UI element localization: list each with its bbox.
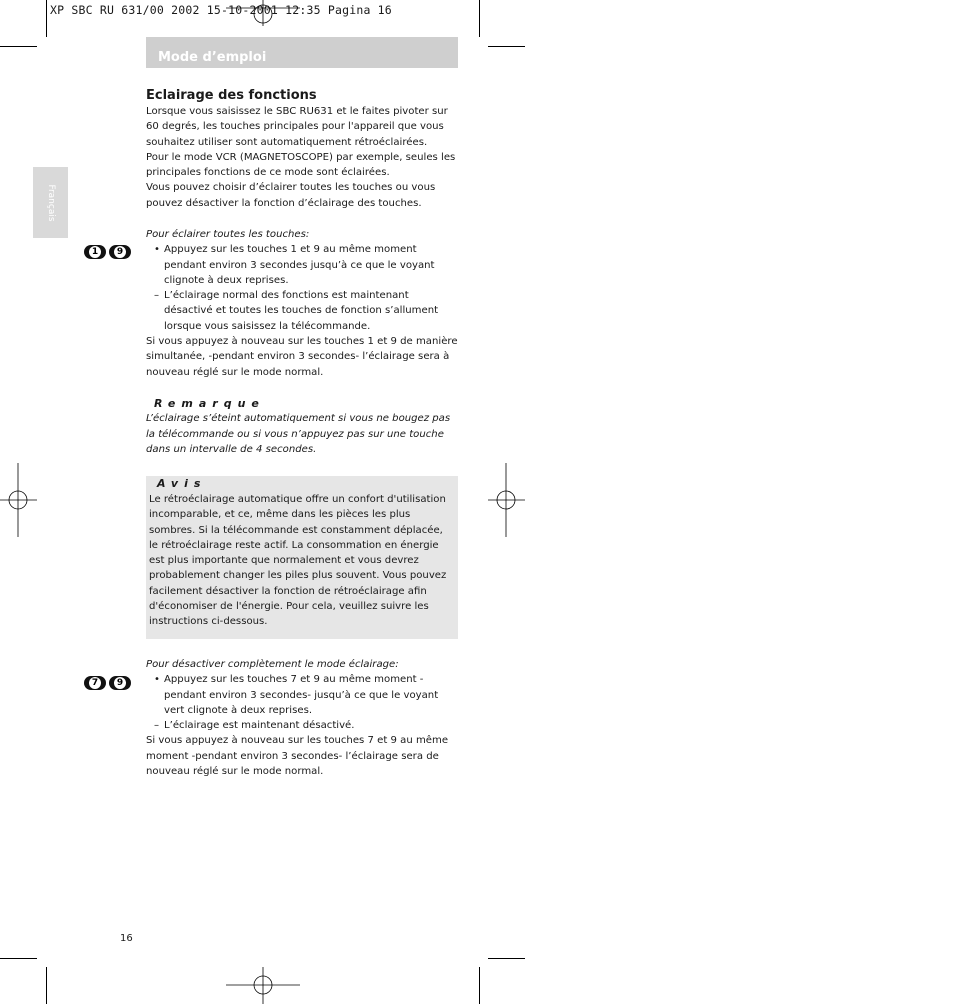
light-all-section <box>146 227 458 380</box>
result-item: – L’éclairage est maintenant désactivé. <box>146 718 458 733</box>
notice-text: Le rétroéclairage automatique offre un confort d'utilisation incomparable, et ce, même dans les pièces les plus sombres. Si la télécommande est constamment déplacée, le rétroéclairage reste actif. La consommation en énergie est plus importante que normalement et vous devrez probablement changer les piles plus souvent. Vous pouvez facilement désactiver la fonction de rétroéclairage afin d'économiser de l'énergie. Pour cela, veuillez suivre les instructions ci-dessous. <box>149 494 447 628</box>
dash-icon: – <box>154 290 160 302</box>
key-1-icon: 1 <box>84 245 106 259</box>
key-7-icon: 7 <box>84 676 106 690</box>
registration-mark-left <box>0 463 37 537</box>
page-number: 16 <box>120 933 133 944</box>
crop-mark <box>46 967 47 1004</box>
remark-label: Remarque <box>154 397 265 410</box>
section-title: Mode d’emploi <box>158 50 267 65</box>
bullet-icon: • <box>154 244 160 256</box>
section-header-bar <box>146 37 458 68</box>
print-header: XP SBC RU 631/00 2002 15-10-2001 12:35 Pagina 16 <box>50 3 392 17</box>
after-paragraph: Si vous appuyez à nouveau sur les touches 1 et 9 de manière simultanée, -pendant environ 3 secondes- l’éclairage sera à nouveau réglé sur le mode normal. <box>146 336 458 378</box>
notice-box <box>146 476 458 639</box>
crop-mark <box>479 0 480 37</box>
notice-label: Avis <box>157 477 207 490</box>
remark-text: L’éclairage s’éteint automatiquement si vous ne bougez pas la télécommande ou si vous n’appuyez pas sur une touche dans un intervalle de 4 secondes. <box>146 413 451 455</box>
crop-mark <box>479 967 480 1004</box>
crop-mark <box>488 46 525 47</box>
key-combo-7-9 <box>84 676 131 690</box>
bullet-icon: • <box>154 674 160 686</box>
intro-paragraph: Lorsque vous saisissez le SBC RU631 et le faites pivoter sur 60 degrés, les touches principales pour l'appareil que vous souhaitez utiliser sont automatiquement rétroéclairées. <box>146 106 448 148</box>
key-9-icon: 9 <box>109 676 131 690</box>
intro-section <box>146 88 458 211</box>
key-9-icon: 9 <box>109 245 131 259</box>
language-tab <box>33 167 68 238</box>
intro-paragraph: Vous pouvez choisir d’éclairer toutes les touches ou vous pouvez désactiver la fonction d’éclairage des touches. <box>146 182 436 209</box>
result-item: – L’éclairage normal des fonctions est maintenant désactivé et toutes les touches de fonction s’allument lorsque vous saisissez la télécommande. <box>154 290 439 332</box>
intro-paragraph: Pour le mode VCR (MAGNETOSCOPE) par exemple, seules les principales fonctions de ce mode sont éclairées. <box>146 151 456 179</box>
after-paragraph: Si vous appuyez à nouveau sur les touches 7 et 9 au même moment -pendant environ 3 secondes- l’éclairage sera de nouveau réglé sur le mode normal. <box>146 735 449 778</box>
crop-mark <box>0 46 37 47</box>
crop-mark <box>0 958 37 959</box>
subsection-title: Pour éclairer toutes les touches: <box>146 229 310 240</box>
step-item: • Appuyez sur les touches 7 et 9 au même moment -pendant environ 3 secondes- jusqu’à ce que le voyant vert clignote à deux reprises. <box>154 674 439 716</box>
registration-mark-top <box>226 0 300 26</box>
key-combo-1-9 <box>84 245 131 259</box>
crop-mark <box>46 0 47 37</box>
crop-mark <box>488 958 525 959</box>
language-tab-label: Français <box>45 183 56 222</box>
registration-mark-right <box>488 463 525 537</box>
subsection-title: Pour désactiver complètement le mode éclairage: <box>146 659 399 670</box>
registration-mark-bottom <box>226 967 300 1004</box>
step-item: • Appuyez sur les touches 1 et 9 au même moment pendant environ 3 secondes jusqu’à ce que le voyant clignote à deux reprises. <box>154 244 435 286</box>
disable-section <box>146 657 458 779</box>
page-heading: Eclairage des fonctions <box>146 88 317 103</box>
dash-icon: – <box>154 720 160 732</box>
remark-section <box>146 396 458 457</box>
